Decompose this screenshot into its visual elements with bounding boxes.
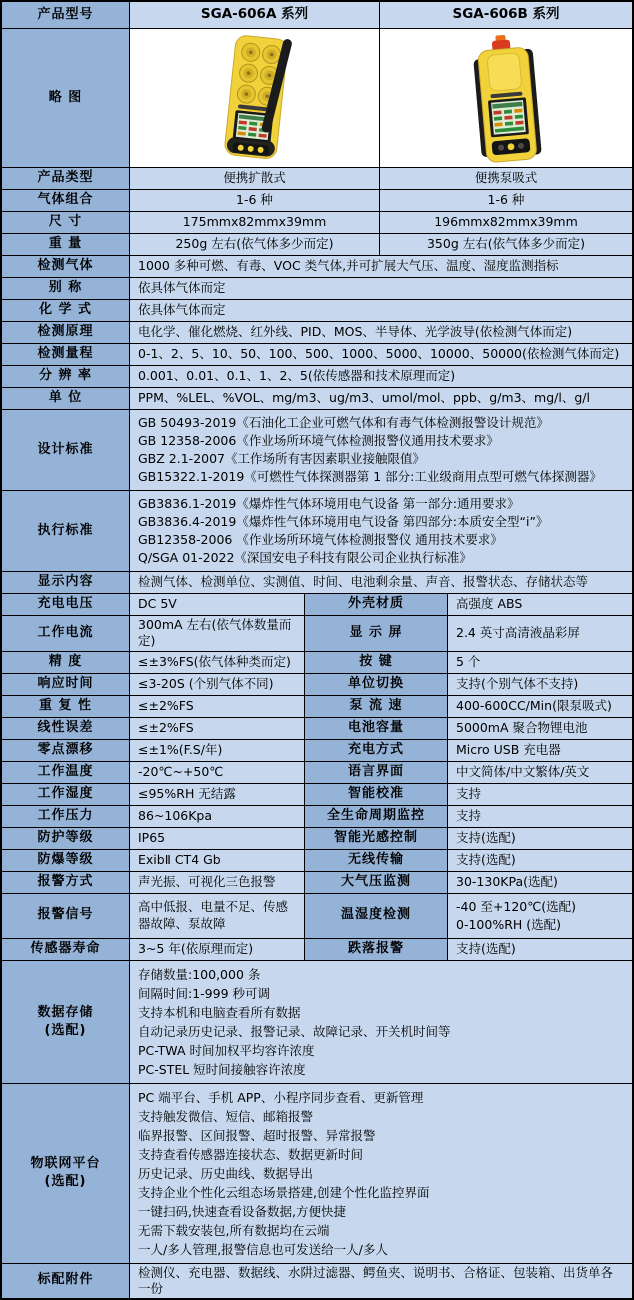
- spec-value: 30-130KPa(选配): [447, 872, 632, 893]
- spec-label: 防爆等级: [2, 850, 129, 871]
- spec-label: 工作温度: [2, 762, 129, 783]
- spec-label: 充电电压: [2, 594, 129, 615]
- spec-label: 检测原理: [2, 322, 129, 343]
- spec-label: 智能光感控制: [304, 828, 447, 849]
- spec-label: 执行标准: [2, 491, 129, 571]
- feature-line: PC-TWA 时间加权平均容许浓度: [138, 1042, 315, 1058]
- spec-label: 传感器寿命: [2, 939, 129, 960]
- device-a-image-cell: [129, 29, 379, 167]
- table-row: [2, 1263, 632, 1299]
- spec-label: 智能校准: [304, 784, 447, 805]
- standard-line: GB3836.1-2019《爆炸性气体环境用电气设备 第一部分:通用要求》: [138, 496, 520, 511]
- spec-label: 全生命周期监控: [304, 806, 447, 827]
- spec-label: 电池容量: [304, 718, 447, 739]
- table-row: [2, 299, 632, 321]
- spec-label: 无线传输: [304, 850, 447, 871]
- spec-value: ≤±2%FS: [129, 718, 304, 739]
- spec-value: 2.4 英寸高清液晶彩屏: [447, 616, 632, 651]
- table-row: [2, 615, 632, 651]
- spec-value: 支持(个别气体不支持): [447, 674, 632, 695]
- spec-label-multiline: [2, 1084, 129, 1263]
- feature-line: 支持查看传感器连接状态、数据更新时间: [138, 1146, 364, 1162]
- spec-value: 5000mA 聚合物锂电池: [447, 718, 632, 739]
- spec-label: 泵 流 速: [304, 696, 447, 717]
- device-b-image-cell: [379, 29, 632, 167]
- spec-label: 分 辨 率: [2, 366, 129, 387]
- spec-label: 检测气体: [2, 256, 129, 277]
- spec-value: Micro USB 充电器: [447, 740, 632, 761]
- table-row: [2, 409, 632, 490]
- table-row: [2, 2, 632, 28]
- spec-value-a: 250g 左右(依气体多少而定): [129, 234, 379, 255]
- spec-value: 依具体气体而定: [129, 278, 632, 299]
- spec-value: 400-600CC/Min(限泵吸式): [447, 696, 632, 717]
- feature-line: PC 端平台、手机 APP、小程序同步查看、更新管理: [138, 1089, 424, 1105]
- spec-label-multiline: [2, 961, 129, 1083]
- table-row: [2, 233, 632, 255]
- spec-label: 防护等级: [2, 828, 129, 849]
- spec-label: 工作压力: [2, 806, 129, 827]
- table-row: [2, 827, 632, 849]
- spec-value-a: 1-6 种: [129, 190, 379, 211]
- feature-line: 存储数量:100,000 条: [138, 966, 261, 982]
- table-row: [2, 739, 632, 761]
- gas-detector-pump-image: [431, 31, 581, 165]
- spec-value: DC 5V: [129, 594, 304, 615]
- spec-value: 1000 多种可燃、有毒、VOC 类气体,并可扩展大气压、温度、湿度监测指标: [129, 256, 632, 277]
- spec-value: 300mA 左右(依气体数量而定): [129, 616, 304, 651]
- spec-value-multiline: [129, 410, 632, 490]
- table-row: [2, 717, 632, 739]
- spec-label: 工作湿度: [2, 784, 129, 805]
- spec-label: 设计标准: [2, 410, 129, 490]
- spec-value-b: 196mmx82mmx39mm: [379, 212, 632, 233]
- spec-label: 气体组合: [2, 190, 129, 211]
- spec-value-multiline: [129, 1084, 632, 1263]
- spec-value-multiline: [129, 491, 632, 571]
- table-row: [2, 893, 632, 938]
- spec-label: 检测量程: [2, 344, 129, 365]
- spec-label: 线性误差: [2, 718, 129, 739]
- spec-value: ≤3-20S (个别气体不同): [129, 674, 304, 695]
- table-row: [2, 1083, 632, 1263]
- feature-line: 临界报警、区间报警、超时报警、异常报警: [138, 1127, 376, 1143]
- spec-value: ExibⅡ CT4 Gb: [129, 850, 304, 871]
- spec-value: 电化学、催化燃烧、红外线、PID、MOS、半导体、光学波导(依检测气体而定): [129, 322, 632, 343]
- standard-line: GB3836.4-2019《爆炸性气体环境用电气设备 第四部分:本质安全型“i”》: [138, 514, 549, 529]
- table-row: [2, 651, 632, 673]
- standard-line: GB 50493-2019《石油化工企业可燃气体和有毒气体检测报警设计规范》: [138, 415, 549, 430]
- spec-value: 86~106Kpa: [129, 806, 304, 827]
- table-row: [2, 490, 632, 571]
- spec-label: 报警方式: [2, 872, 129, 893]
- spec-value: ≤±3%FS(依气体种类而定): [129, 652, 304, 673]
- standard-line: Q/SGA 01-2022《深国安电子科技有限公司企业执行标准》: [138, 550, 472, 565]
- table-row: [2, 938, 632, 960]
- spec-label: 工作电流: [2, 616, 129, 651]
- spec-label: 单位切换: [304, 674, 447, 695]
- spec-value: 依具体气体而定: [129, 300, 632, 321]
- spec-label: 显 示 屏: [304, 616, 447, 651]
- table-row: [2, 761, 632, 783]
- spec-label: 尺 寸: [2, 212, 129, 233]
- spec-value: 支持(选配): [447, 939, 632, 960]
- spec-label: 显示内容: [2, 572, 129, 593]
- table-row: [2, 960, 632, 1083]
- spec-value: ≤±1%(F.S/年): [129, 740, 304, 761]
- value-line: -40 至+120℃(选配): [456, 898, 577, 914]
- feature-line: 间隔时间:1-999 秒可调: [138, 985, 271, 1001]
- table-row: [2, 211, 632, 233]
- spec-value: 检测仪、充电器、数据线、水阱过滤器、鳄鱼夹、说明书、合格证、包装箱、出货单各一份: [129, 1264, 632, 1299]
- header-series-a: SGA-606A 系列: [129, 2, 379, 28]
- spec-label: 重 量: [2, 234, 129, 255]
- spec-label: 单 位: [2, 388, 129, 409]
- spec-value: 检测气体、检测单位、实测值、时间、电池剩余量、声音、报警状态、存储状态等: [129, 572, 632, 593]
- spec-value-multiline: [447, 894, 632, 938]
- spec-value: 支持(选配): [447, 828, 632, 849]
- spec-value-a: 175mmx82mmx39mm: [129, 212, 379, 233]
- spec-value: 中文简体/中文繁体/英文: [447, 762, 632, 783]
- table-row: [2, 695, 632, 717]
- table-row: [2, 343, 632, 365]
- table-row: [2, 365, 632, 387]
- spec-value: 3~5 年(依原理而定): [129, 939, 304, 960]
- feature-line: 一人/多人管理,报警信息也可发送给一人/多人: [138, 1241, 388, 1257]
- spec-value-b: 便携泵吸式: [379, 168, 632, 189]
- feature-line: 历史记录、历史曲线、数据导出: [138, 1165, 314, 1181]
- spec-label: 语言界面: [304, 762, 447, 783]
- spec-value-a: 便携扩散式: [129, 168, 379, 189]
- value-line: 0-100%RH (选配): [456, 916, 562, 932]
- spec-value-multiline: [129, 961, 632, 1083]
- label-line: 物联网平台: [30, 1156, 101, 1171]
- standard-line: GB 12358-2006《作业场所环境气体检测报警仪通用技术要求》: [138, 433, 499, 448]
- header-product-model-label: 产品型号: [2, 2, 129, 28]
- spec-label: 报警信号: [2, 894, 129, 938]
- table-row: [2, 805, 632, 827]
- spec-value: 高中低报、电量不足、传感器故障、泵故障: [129, 894, 304, 938]
- table-row: [2, 783, 632, 805]
- table-row: [2, 593, 632, 615]
- standard-line: GB12358-2006 《作业场所环境气体检测报警仪 通用技术要求》: [138, 532, 503, 547]
- standard-line: GB15322.1-2019《可燃性气体探测器第 1 部分:工业级商用点型可燃气体探测器》: [138, 469, 602, 484]
- feature-line: 无需下载安装包,所有数据均在云端: [138, 1222, 330, 1238]
- spec-value-b: 1-6 种: [379, 190, 632, 211]
- feature-line: 支持本机和电脑查看所有数据: [138, 1004, 301, 1020]
- feature-line: 支持企业个性化云组态场景搭建,创建个性化监控界面: [138, 1184, 430, 1200]
- feature-line: PC-STEL 短时间接触容许浓度: [138, 1061, 306, 1077]
- label-line: 数据存储: [37, 1004, 94, 1020]
- spec-label: 产品类型: [2, 168, 129, 189]
- label-line: (选配): [44, 1174, 87, 1189]
- table-row: [2, 849, 632, 871]
- spec-value: 0-1、2、5、10、50、100、500、1000、5000、10000、50000(依检测气体而定): [129, 344, 632, 365]
- spec-label: 外壳材质: [304, 594, 447, 615]
- feature-line: 支持触发微信、短信、邮箱报警: [138, 1108, 314, 1124]
- spec-label: 跌落报警: [304, 939, 447, 960]
- spec-value: PPM、%LEL、%VOL、mg/m3、ug/m3、umol/mol、ppb、g/m3、mg/l、g/l: [129, 388, 632, 409]
- spec-label: 温湿度检测: [304, 894, 447, 938]
- sketch-label: 略 图: [2, 29, 129, 167]
- spec-label: 精 度: [2, 652, 129, 673]
- spec-value: ≤±2%FS: [129, 696, 304, 717]
- spec-label: 充电方式: [304, 740, 447, 761]
- gas-detector-diffusion-image: [180, 31, 330, 165]
- spec-value-b: 350g 左右(依气体多少而定): [379, 234, 632, 255]
- table-row: [2, 321, 632, 343]
- spec-label: 别 称: [2, 278, 129, 299]
- table-row: [2, 571, 632, 593]
- standard-line: GBZ 2.1-2007《工作场所有害因素职业接触限值》: [138, 451, 426, 466]
- spec-label: 标配附件: [2, 1264, 129, 1299]
- spec-label: 重 复 性: [2, 696, 129, 717]
- spec-value: 声光振、可视化三色报警: [129, 872, 304, 893]
- spec-value: IP65: [129, 828, 304, 849]
- table-row: [2, 167, 632, 189]
- table-row: [2, 277, 632, 299]
- feature-line: 自动记录历史记录、报警记录、故障记录、开关机时间等: [138, 1023, 451, 1039]
- table-row: [2, 673, 632, 695]
- spec-value: 支持: [447, 784, 632, 805]
- table-row: [2, 871, 632, 893]
- table-row: [2, 189, 632, 211]
- spec-value: 支持: [447, 806, 632, 827]
- spec-label: 按 键: [304, 652, 447, 673]
- spec-value: 支持(选配): [447, 850, 632, 871]
- table-row: [2, 255, 632, 277]
- table-row: [2, 387, 632, 409]
- spec-label: 零点漂移: [2, 740, 129, 761]
- spec-value: 5 个: [447, 652, 632, 673]
- feature-line: 一键扫码,快速查看设备数据,方便快捷: [138, 1203, 346, 1219]
- header-series-b: SGA-606B 系列: [379, 2, 632, 28]
- label-line: (选配): [44, 1022, 87, 1038]
- spec-value: 0.001、0.01、0.1、1、2、5(依传感器和技术原理而定): [129, 366, 632, 387]
- spec-value: 高强度 ABS: [447, 594, 632, 615]
- spec-value: ≤95%RH 无结露: [129, 784, 304, 805]
- spec-label: 响应时间: [2, 674, 129, 695]
- spec-label: 大气压监测: [304, 872, 447, 893]
- table-row: [2, 28, 632, 167]
- spec-label: 化 学 式: [2, 300, 129, 321]
- spec-value: -20℃~+50℃: [129, 762, 304, 783]
